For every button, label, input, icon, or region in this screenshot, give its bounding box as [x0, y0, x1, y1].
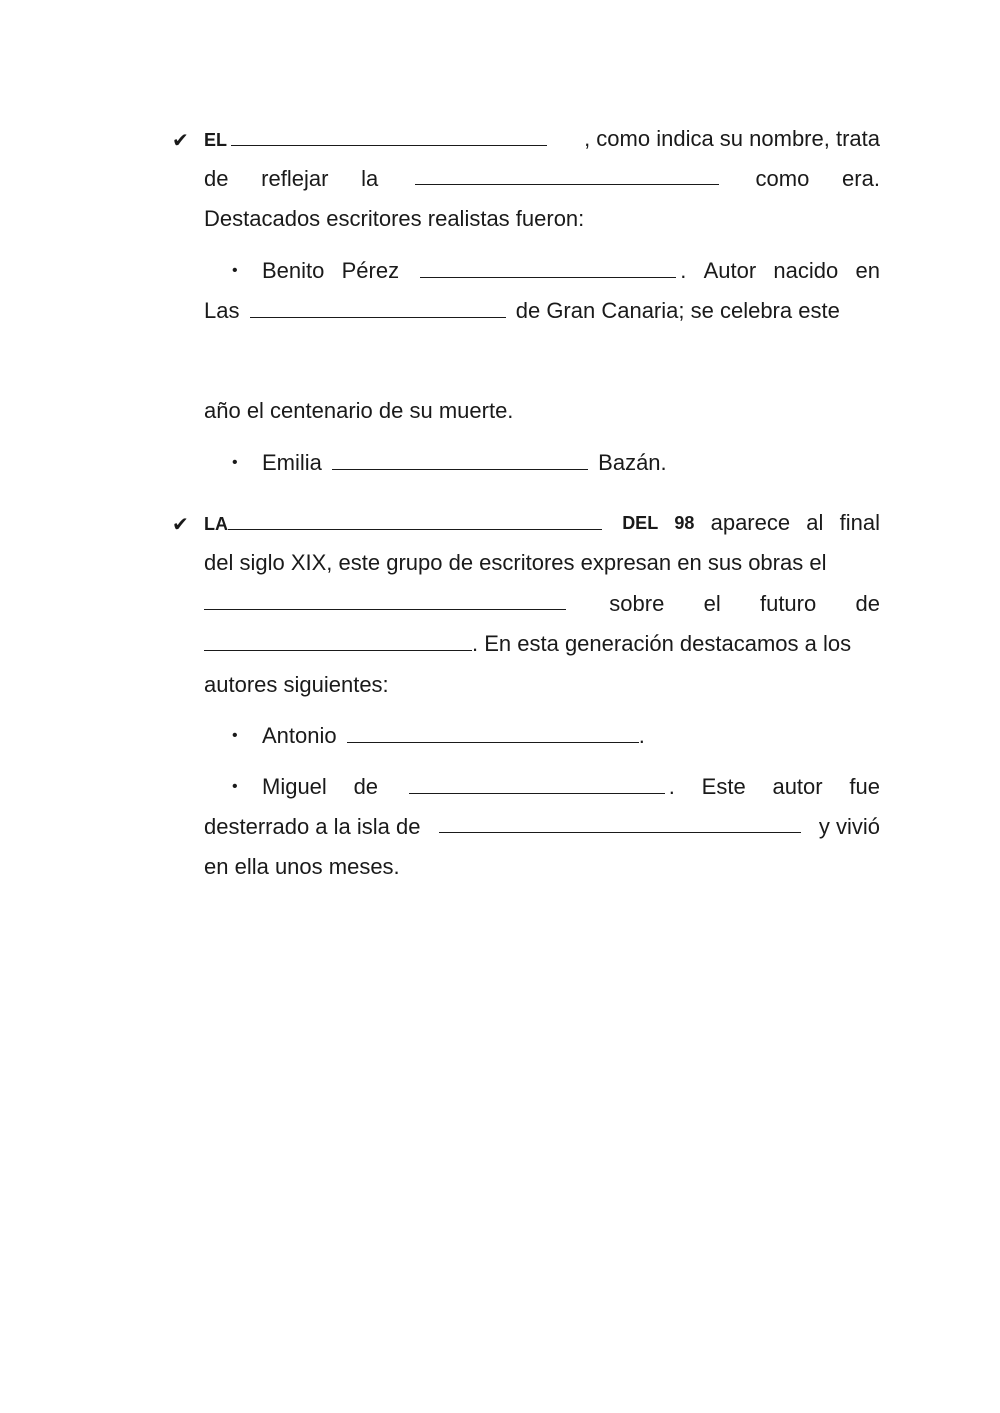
section1-line1-text: , como indica su nombre, trata: [584, 126, 880, 151]
word: el: [703, 591, 721, 616]
bullet-icon: •: [232, 262, 238, 279]
word: final: [839, 510, 880, 535]
item-benito-line3: año el centenario de su muerte.: [204, 398, 514, 423]
word: nacido: [773, 258, 839, 283]
heading-el: EL: [204, 130, 228, 150]
blank-reality[interactable]: [415, 164, 719, 185]
word: como: [755, 166, 810, 191]
word: sobre: [609, 591, 665, 616]
blank-pesimismo[interactable]: [204, 589, 566, 610]
word: reflejar: [261, 166, 329, 191]
heading-del: DEL: [622, 513, 659, 533]
item-antonio: [262, 721, 645, 751]
word: Autor: [703, 258, 757, 283]
bullet-icon: •: [232, 727, 238, 744]
section2-line1: [204, 508, 880, 538]
word: Miguel: [262, 774, 327, 799]
word: .: [680, 258, 687, 283]
item-emilia: [262, 448, 667, 478]
blank-movement-name[interactable]: [231, 125, 547, 146]
item-benito-line2: [204, 296, 840, 326]
blank-machado[interactable]: [347, 722, 639, 743]
word: Bazán.: [598, 450, 667, 475]
section1-line3: Destacados escritores realistas fueron:: [204, 206, 585, 231]
item-miguel: [262, 772, 880, 802]
word: Este: [701, 774, 746, 799]
word: futuro: [759, 591, 817, 616]
word: de: [204, 166, 229, 191]
word: Las: [204, 298, 240, 323]
heading-98: 98: [674, 513, 695, 533]
blank-galdos[interactable]: [420, 257, 676, 278]
word: fue: [849, 774, 880, 799]
blank-generacion[interactable]: [228, 509, 602, 530]
blank-espana[interactable]: [204, 630, 472, 651]
section2-line3: [204, 589, 880, 619]
word: al: [806, 510, 824, 535]
word: . En esta generación destacamos a los: [472, 631, 852, 656]
heading-la: LA: [204, 514, 228, 534]
item-benito: [262, 256, 880, 286]
word: aparece: [710, 510, 791, 535]
section1-line2: [204, 164, 880, 194]
blank-pardo[interactable]: [332, 449, 588, 470]
section2-line5: autores siguientes:: [204, 672, 389, 697]
item-miguel-line3: en ella unos meses.: [204, 854, 400, 879]
word: desterrado a la isla de: [204, 814, 421, 839]
word: .: [668, 774, 675, 799]
word: de Gran Canaria; se celebra este: [515, 298, 840, 323]
section1-line1: [204, 124, 880, 154]
check-mark-icon: ✔: [172, 512, 189, 536]
word: en: [855, 258, 880, 283]
word: la: [361, 166, 379, 191]
word: Benito: [262, 258, 325, 283]
word: .: [638, 723, 645, 748]
blank-unamuno[interactable]: [409, 773, 665, 794]
word: Antonio: [262, 723, 337, 748]
word: de: [353, 774, 379, 799]
section2-line4: [204, 629, 851, 659]
word: y vivió: [818, 814, 880, 839]
word: Pérez: [341, 258, 400, 283]
word: Emilia: [262, 450, 322, 475]
item-miguel-line2: [204, 812, 880, 842]
bullet-icon: •: [232, 778, 238, 795]
word: de: [855, 591, 880, 616]
word: era.: [842, 166, 880, 191]
check-mark-icon: ✔: [172, 128, 189, 152]
bullet-icon: •: [232, 454, 238, 471]
blank-fuerteventura[interactable]: [439, 812, 801, 833]
blank-palmas[interactable]: [250, 297, 506, 318]
word: autor: [772, 774, 823, 799]
section2-line2: del siglo XIX, este grupo de escritores expresan en sus obras el: [204, 550, 827, 575]
